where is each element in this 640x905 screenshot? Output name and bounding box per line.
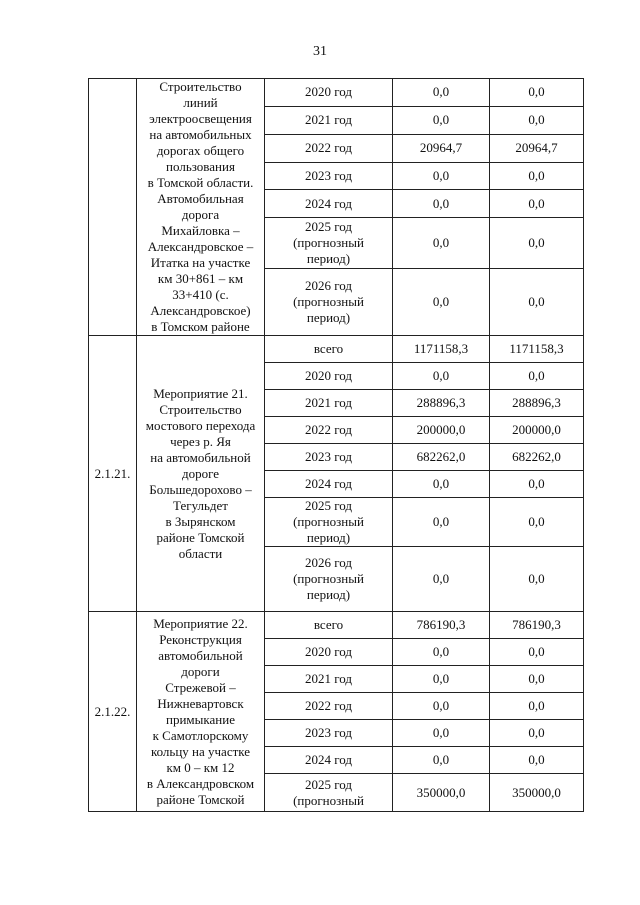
amount-cell: 0,0 [490,720,584,747]
description-line: примыкание [166,711,235,727]
amount-cell: 0,0 [490,639,584,666]
period-cell [265,774,393,812]
amount-cell: 200000,0 [490,417,584,444]
description-line: дорога [181,207,220,222]
description-line: Александровское) [150,303,251,318]
amount-cell: 0,0 [490,218,584,269]
period-line: период) [306,587,351,602]
amount-cell: 0,0 [393,79,490,107]
description-line: дороге [181,465,220,481]
period-cell [265,498,393,547]
description-line: Итатка на участке [150,255,251,270]
period-cell [265,134,393,162]
description-line: Тегульдет [173,497,228,513]
description-line: дороги [181,663,220,679]
description-line: через р. Яя [170,433,231,449]
description-line: линий [183,95,218,110]
amount-cell: 0,0 [393,747,490,774]
period-line: 2025 год [305,498,352,513]
description-line: км 0 – км 12 [166,759,235,775]
period-line: 2021 год [305,112,352,128]
table-row [89,612,584,639]
description-line: в Александровском [146,775,255,791]
amount-cell: 350000,0 [393,774,490,812]
description-line: в Томском районе [151,319,250,334]
description-line: области [178,545,223,561]
description-line: Строительство [159,79,242,94]
item-description [137,79,265,336]
period-line: 2024 год [305,195,352,211]
amount-cell: 0,0 [490,471,584,498]
amount-cell: 0,0 [490,79,584,107]
amount-cell: 200000,0 [393,417,490,444]
description-line: Михайловка – [161,223,240,238]
period-cell [265,363,393,390]
amount-cell: 0,0 [393,547,490,612]
description-line: Реконструкция [159,631,242,647]
amount-cell: 786190,3 [393,612,490,639]
description-line: в Томской области. [147,175,254,190]
description-line: кольцу на участке [150,743,251,759]
amount-cell: 682262,0 [393,444,490,471]
period-line: 2025 год [305,219,352,235]
amount-cell: 0,0 [393,218,490,269]
amount-cell: 0,0 [490,268,584,335]
period-cell [265,612,393,639]
item-description [137,612,265,812]
item-code: 2.1.21. [89,336,137,612]
amount-cell: 0,0 [393,693,490,720]
period-line: (прогнозный [293,235,364,251]
amount-cell: 0,0 [490,106,584,134]
description-line: Большедорохово – [149,481,252,497]
period-cell [265,639,393,666]
amount-cell: 786190,3 [490,612,584,639]
period-cell [265,693,393,720]
period-line: 2022 год [305,422,352,437]
amount-cell: 0,0 [490,693,584,720]
amount-cell: 0,0 [490,547,584,612]
amount-cell: 0,0 [490,363,584,390]
description-line: дорогах общего [156,143,245,158]
description-line: районе Томской [156,529,245,545]
amount-cell: 288896,3 [393,390,490,417]
period-line: 2021 год [305,395,352,410]
period-cell [265,417,393,444]
description-line: Нижневартовск [157,695,244,711]
amount-cell: 0,0 [490,162,584,190]
funding-table [88,78,584,812]
period-line: 2023 год [305,168,352,183]
amount-cell: 0,0 [393,106,490,134]
amount-cell: 0,0 [490,190,584,218]
period-cell [265,106,393,134]
period-line: 2020 год [305,84,352,100]
period-cell [265,218,393,269]
period-cell [265,547,393,612]
period-line: (прогнозный [293,571,364,586]
description-line: на автомобильной [150,449,251,465]
amount-cell: 1171158,3 [490,336,584,363]
period-line: период) [306,309,351,325]
period-line: (прогнозный [293,514,364,529]
amount-cell: 0,0 [393,666,490,693]
description-line: Мероприятие 21. [153,385,248,401]
item-code: 2.1.22. [89,612,137,812]
amount-cell: 0,0 [393,162,490,190]
amount-cell: 0,0 [490,747,584,774]
description-line: на автомобильных [149,127,252,142]
period-line: (прогнозный [293,792,364,808]
period-line: период) [306,251,351,267]
period-line: (прогнозный [293,293,364,309]
page-number: 31 [313,44,327,59]
amount-cell: 0,0 [490,498,584,547]
period-cell [265,190,393,218]
period-line: всего [313,341,344,356]
description-line: Александровское – [147,239,254,254]
period-cell [265,444,393,471]
period-line: 2023 год [305,449,352,464]
amount-cell: 0,0 [393,268,490,335]
description-line: 33+410 (с. [172,287,229,302]
amount-cell: 20964,7 [490,134,584,162]
description-line: Автомобильная [157,191,244,206]
description-line: пользования [166,159,235,174]
description-line: электроосвещения [149,111,252,126]
period-line: 2020 год [305,644,352,659]
amount-cell: 0,0 [393,471,490,498]
period-cell [265,268,393,335]
period-cell [265,390,393,417]
amount-cell: 0,0 [393,190,490,218]
amount-cell: 350000,0 [490,774,584,812]
amount-cell: 20964,7 [393,134,490,162]
description-line: в Зырянском [165,513,236,529]
table-row [89,336,584,363]
description-line: Строительство [159,401,242,417]
period-line: 2020 год [305,368,352,383]
amount-cell: 1171158,3 [393,336,490,363]
period-cell [265,666,393,693]
amount-cell: 288896,3 [490,390,584,417]
description-line: к Самотлорскому [152,727,249,743]
description-line: Мероприятие 22. [153,615,248,631]
period-line: 2025 год [305,776,352,792]
period-cell [265,720,393,747]
amount-cell: 682262,0 [490,444,584,471]
description-line: Стрежевой – [165,679,236,695]
period-line: 2021 год [305,671,352,686]
period-cell [265,747,393,774]
description-line: км 30+861 – км [157,271,244,286]
description-line: автомобильной [158,647,243,663]
period-line: 2022 год [305,140,352,156]
table-row [89,79,584,107]
amount-cell: 0,0 [490,666,584,693]
amount-cell: 0,0 [393,639,490,666]
period-line: 2024 год [305,476,352,491]
period-line: 2024 год [305,752,352,767]
period-line: 2022 год [305,698,352,713]
period-cell [265,471,393,498]
amount-cell: 0,0 [393,720,490,747]
period-line: всего [313,617,344,632]
period-cell [265,162,393,190]
period-cell [265,336,393,363]
amount-cell: 0,0 [393,498,490,547]
period-cell [265,79,393,107]
description-line: районе Томской [156,791,245,807]
period-line: 2026 год [305,277,352,293]
item-description [137,336,265,612]
period-line: период) [306,530,351,545]
period-line: 2026 год [305,555,352,570]
description-line: мостового перехода [145,417,256,433]
amount-cell: 0,0 [393,363,490,390]
item-code [89,79,137,336]
period-line: 2023 год [305,725,352,740]
